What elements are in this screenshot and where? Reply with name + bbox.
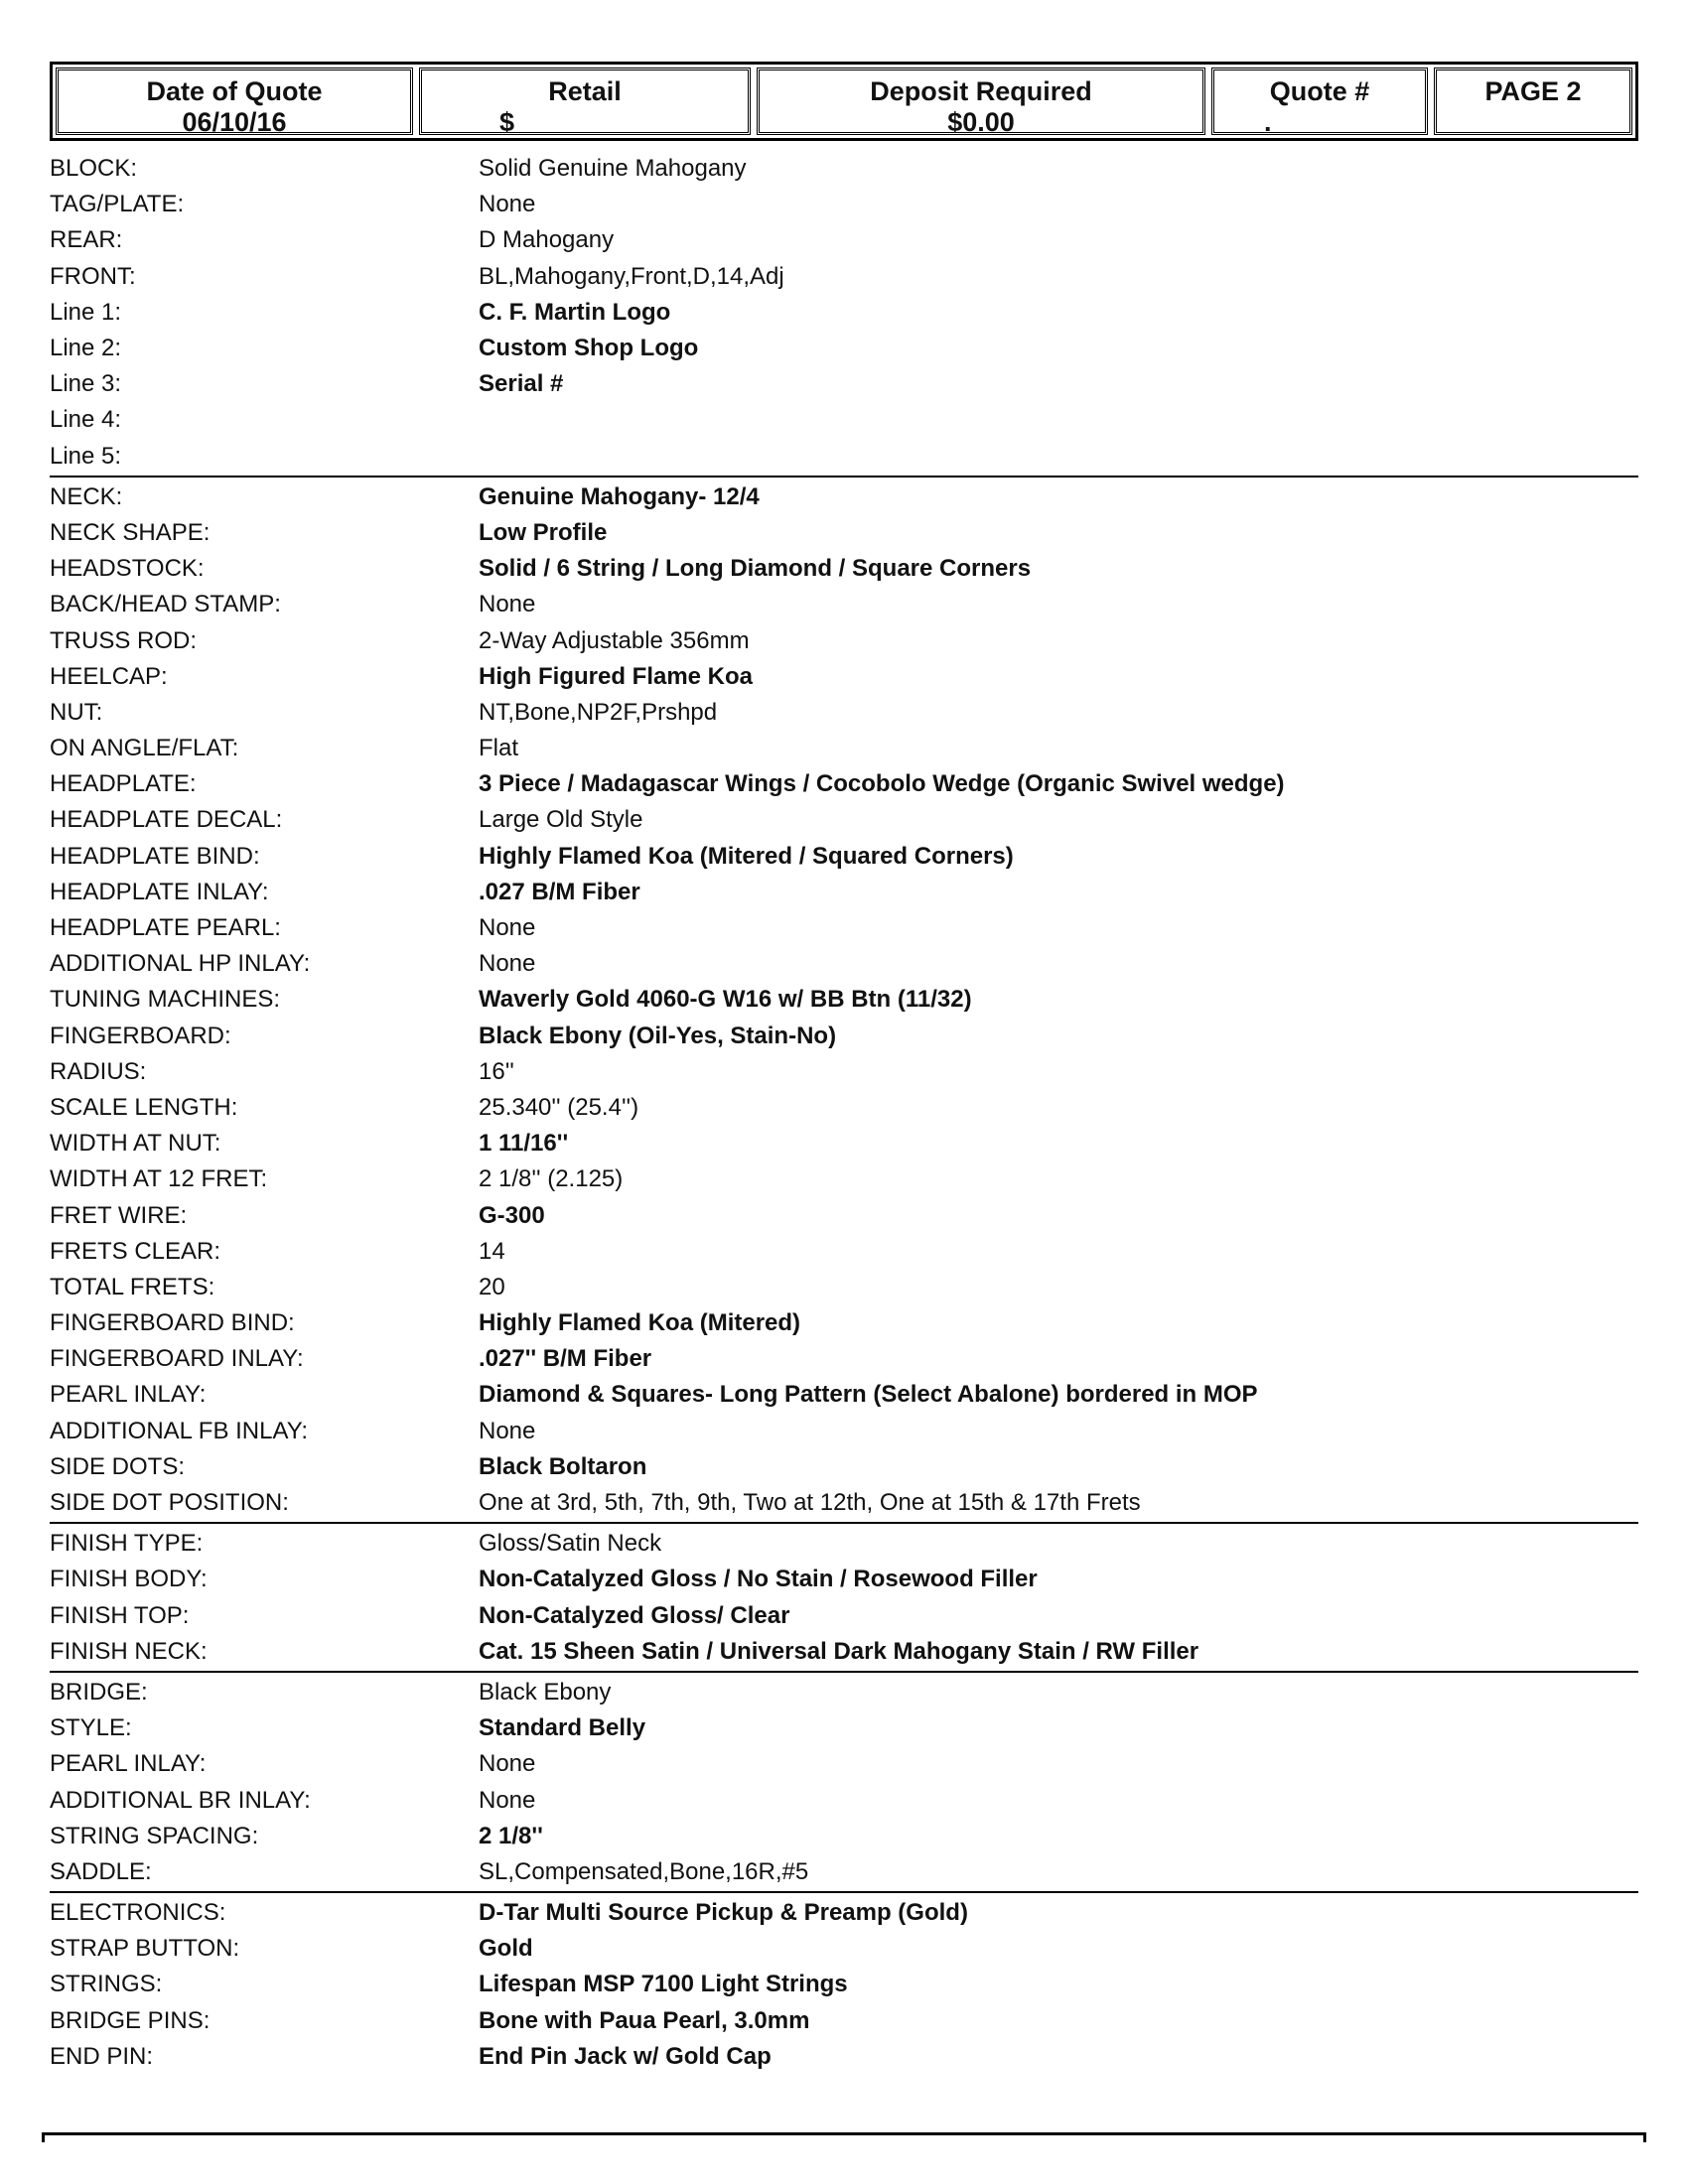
spec-value: Highly Flamed Koa (Mitered / Squared Corners) (479, 842, 1014, 870)
footer-rule (42, 2132, 1646, 2135)
spec-label: END PIN: (50, 2042, 154, 2070)
spec-label: NECK SHAPE: (50, 518, 211, 546)
spec-row (50, 259, 1638, 295)
spec-row (50, 366, 1638, 402)
spec-row (50, 1562, 1638, 1597)
spec-value: Lifespan MSP 7100 Light Strings (479, 1971, 848, 1998)
spec-label: FINISH TYPE: (50, 1530, 204, 1558)
spec-row (50, 1782, 1638, 1818)
spec-label: BRIDGE PINS: (50, 2006, 211, 2034)
spec-row (50, 1305, 1638, 1341)
spec-row (50, 1675, 1638, 1710)
spec-label: ADDITIONAL BR INLAY: (50, 1786, 311, 1814)
spec-row (50, 946, 1638, 982)
spec-value: SL,Compensated,Bone,16R,#5 (479, 1857, 809, 1885)
spec-label: NUT: (50, 698, 103, 726)
spec-value: None (479, 914, 536, 942)
date-of-quote-title: Date of Quote (146, 76, 323, 106)
spec-value: Custom Shop Logo (479, 335, 699, 362)
spec-row (50, 1931, 1638, 1967)
spec-value: Black Ebony (Oil-Yes, Stain-No) (479, 1022, 837, 1049)
spec-row (50, 331, 1638, 366)
spec-label: FINGERBOARD INLAY: (50, 1345, 304, 1373)
spec-value: .027 B/M Fiber (479, 878, 640, 905)
spec-label: BLOCK: (50, 155, 138, 183)
spec-label: REAR: (50, 226, 123, 254)
spec-value: G-300 (479, 1201, 545, 1229)
spec-row (50, 1414, 1638, 1449)
spec-label: TOTAL FRETS: (50, 1273, 215, 1300)
spec-label: FRET WIRE: (50, 1201, 188, 1229)
spec-label: ADDITIONAL FB INLAY: (50, 1417, 309, 1444)
deposit-required-value: $0.00 (947, 107, 1015, 137)
spec-row (50, 187, 1638, 222)
spec-label: TRUSS ROD: (50, 626, 198, 654)
date-of-quote-value: 06/10/16 (182, 107, 287, 137)
spec-label: HEELCAP: (50, 662, 168, 690)
deposit-required-cell (757, 68, 1205, 135)
spec-row (50, 839, 1638, 875)
spec-value: 2 1/8'' (479, 1822, 543, 1849)
spec-label: TUNING MACHINES: (50, 986, 281, 1014)
spec-value: Solid / 6 String / Long Diamond / Square Corners (479, 555, 1032, 583)
retail-title: Retail (548, 76, 622, 106)
spec-label: TAG/PLATE: (50, 191, 185, 218)
spec-value: 2-Way Adjustable 356mm (479, 626, 750, 654)
spec-value: 16'' (479, 1057, 514, 1085)
spec-label: FRETS CLEAR: (50, 1237, 221, 1265)
spec-label: NECK: (50, 482, 123, 510)
spec-row (50, 587, 1638, 622)
spec-value: Genuine Mahogany- 12/4 (479, 482, 760, 510)
spec-value: None (479, 1750, 536, 1778)
spec-row (50, 1197, 1638, 1233)
spec-row (50, 766, 1638, 802)
deposit-required-title: Deposit Required (870, 76, 1092, 106)
spec-value: None (479, 591, 536, 618)
spec-label: Line 2: (50, 335, 122, 362)
spec-label: WIDTH AT NUT: (50, 1130, 221, 1158)
spec-value: Standard Belly (479, 1714, 646, 1742)
spec-row (50, 982, 1638, 1018)
spec-label: FRONT: (50, 262, 136, 290)
spec-label: STRINGS: (50, 1971, 163, 1998)
spec-row (50, 551, 1638, 587)
spec-row (50, 295, 1638, 331)
spec-label: HEADSTOCK: (50, 555, 205, 583)
spec-row (50, 402, 1638, 438)
spec-row (50, 1019, 1638, 1054)
page-number-cell (1434, 68, 1632, 135)
spec-label: STYLE: (50, 1714, 132, 1742)
spec-value: Gold (479, 1935, 533, 1963)
spec-label: FINGERBOARD: (50, 1022, 231, 1049)
spec-section (50, 1893, 1638, 2076)
spec-label: FINISH NECK: (50, 1637, 208, 1665)
spec-value: D-Tar Multi Source Pickup & Preamp (Gold) (479, 1899, 968, 1927)
date-of-quote-cell (56, 68, 413, 135)
spec-label: ADDITIONAL HP INLAY: (50, 950, 311, 978)
spec-value: Black Boltaron (479, 1452, 647, 1480)
spec-row (50, 1126, 1638, 1161)
spec-label: Line 1: (50, 298, 122, 326)
spec-value: 1 11/16'' (479, 1130, 569, 1158)
retail-value: $ (499, 107, 515, 137)
spec-value: 2 1/8'' (2.125) (479, 1165, 624, 1193)
spec-value: D Mahogany (479, 226, 615, 254)
spec-row (50, 659, 1638, 695)
spec-row (50, 910, 1638, 946)
spec-label: BACK/HEAD STAMP: (50, 591, 281, 618)
page-number-title: PAGE 2 (1484, 76, 1582, 106)
spec-list (50, 149, 1638, 2076)
spec-row (50, 151, 1638, 187)
spec-row (50, 1710, 1638, 1746)
spec-value: One at 3rd, 5th, 7th, 9th, Two at 12th, One at 15th & 17th Frets (479, 1489, 1141, 1517)
spec-value: Non-Catalyzed Gloss/ Clear (479, 1601, 790, 1629)
spec-label: HEADPLATE INLAY: (50, 878, 269, 905)
spec-label: HEADPLATE: (50, 770, 197, 798)
quote-number-value: . (1264, 107, 1272, 137)
spec-label: FINISH TOP: (50, 1601, 190, 1629)
spec-value: NT,Bone,NP2F,Prshpd (479, 698, 718, 726)
spec-label: ON ANGLE/FLAT: (50, 735, 239, 762)
spec-row (50, 1598, 1638, 1634)
spec-value: .027'' B/M Fiber (479, 1345, 652, 1373)
spec-value: Cat. 15 Sheen Satin / Universal Dark Mahogany Stain / RW Filler (479, 1637, 1199, 1665)
quote-header (50, 62, 1638, 141)
spec-row (50, 1819, 1638, 1854)
spec-section (50, 478, 1638, 1524)
spec-row (50, 1895, 1638, 1931)
spec-label: SCALE LENGTH: (50, 1093, 238, 1121)
spec-label: SIDE DOT POSITION: (50, 1489, 289, 1517)
spec-value: 14 (479, 1237, 505, 1265)
spec-row (50, 1526, 1638, 1562)
spec-value: Gloss/Satin Neck (479, 1530, 662, 1558)
spec-value: Solid Genuine Mahogany (479, 155, 747, 183)
spec-row (50, 1449, 1638, 1485)
spec-section (50, 149, 1638, 478)
spec-value: 25.340'' (25.4'') (479, 1093, 639, 1121)
spec-label: BRIDGE: (50, 1678, 148, 1706)
spec-value: 3 Piece / Madagascar Wings / Cocobolo Wedge (Organic Swivel wedge) (479, 770, 1285, 798)
spec-value: Waverly Gold 4060-G W16 w/ BB Btn (11/32) (479, 986, 972, 1014)
spec-row (50, 1854, 1638, 1890)
spec-label: HEADPLATE PEARL: (50, 914, 281, 942)
spec-value: None (479, 1786, 536, 1814)
spec-label: HEADPLATE BIND: (50, 842, 260, 870)
spec-value: 20 (479, 1273, 505, 1300)
spec-label: FINGERBOARD BIND: (50, 1309, 295, 1337)
spec-row (50, 1234, 1638, 1270)
spec-label: SADDLE: (50, 1857, 152, 1885)
spec-row (50, 1090, 1638, 1126)
spec-row (50, 1485, 1638, 1521)
quote-number-cell (1211, 68, 1428, 135)
spec-row (50, 515, 1638, 551)
spec-row (50, 222, 1638, 258)
spec-label: Line 4: (50, 406, 122, 434)
spec-row (50, 622, 1638, 658)
spec-row (50, 1341, 1638, 1377)
spec-value: Large Old Style (479, 806, 643, 834)
spec-row (50, 695, 1638, 731)
spec-value: Highly Flamed Koa (Mitered) (479, 1309, 801, 1337)
spec-value: None (479, 191, 536, 218)
spec-section (50, 1524, 1638, 1673)
spec-value: None (479, 1417, 536, 1444)
spec-row (50, 1270, 1638, 1305)
spec-row (50, 875, 1638, 910)
quote-number-title: Quote # (1269, 76, 1370, 106)
spec-label: Line 5: (50, 442, 122, 470)
spec-label: STRAP BUTTON: (50, 1935, 240, 1963)
spec-row (50, 1967, 1638, 2002)
spec-row (50, 1054, 1638, 1090)
spec-row (50, 479, 1638, 515)
spec-label: FINISH BODY: (50, 1566, 208, 1593)
spec-label: STRING SPACING: (50, 1822, 259, 1849)
spec-row (50, 1634, 1638, 1670)
spec-label: SIDE DOTS: (50, 1452, 186, 1480)
spec-label: Line 3: (50, 370, 122, 398)
spec-row (50, 731, 1638, 766)
spec-row (50, 439, 1638, 475)
spec-value: Serial # (479, 370, 564, 398)
spec-row (50, 2039, 1638, 2075)
spec-value: High Figured Flame Koa (479, 662, 754, 690)
spec-row (50, 1746, 1638, 1782)
spec-value: None (479, 950, 536, 978)
spec-label: PEARL INLAY: (50, 1381, 207, 1409)
spec-value: Bone with Paua Pearl, 3.0mm (479, 2006, 810, 2034)
spec-label: PEARL INLAY: (50, 1750, 207, 1778)
spec-value: C. F. Martin Logo (479, 298, 671, 326)
spec-value: Non-Catalyzed Gloss / No Stain / Rosewood Filler (479, 1566, 1038, 1593)
spec-row (50, 802, 1638, 838)
spec-row (50, 2003, 1638, 2039)
spec-value: End Pin Jack w/ Gold Cap (479, 2042, 772, 2070)
spec-value: Low Profile (479, 518, 608, 546)
spec-value: BL,Mahogany,Front,D,14,Adj (479, 262, 784, 290)
spec-section (50, 1673, 1638, 1893)
spec-label: ELECTRONICS: (50, 1899, 226, 1927)
spec-row (50, 1377, 1638, 1413)
spec-label: WIDTH AT 12 FRET: (50, 1165, 268, 1193)
retail-cell (419, 68, 751, 135)
spec-value: Flat (479, 735, 519, 762)
spec-value: Black Ebony (479, 1678, 612, 1706)
spec-row (50, 1161, 1638, 1197)
spec-value: Diamond & Squares- Long Pattern (Select Abalone) bordered in MOP (479, 1381, 1258, 1409)
spec-label: HEADPLATE DECAL: (50, 806, 283, 834)
spec-label: RADIUS: (50, 1057, 147, 1085)
